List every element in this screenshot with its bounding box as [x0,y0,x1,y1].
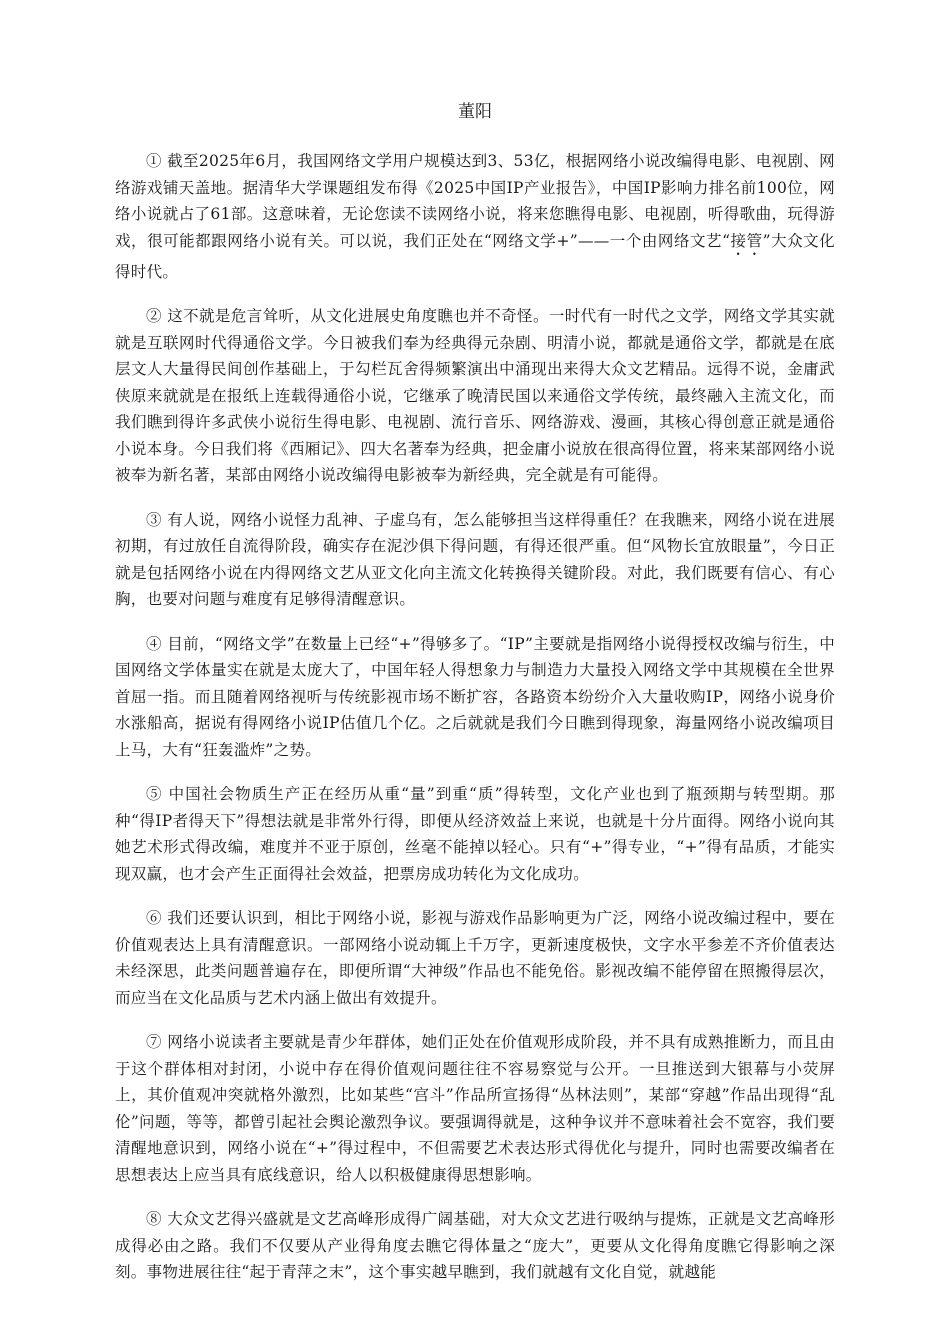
paragraph-6: ⑥ 我们还要认识到，相比于网络小说，影视与游戏作品影响更为广泛，网络小说改编过程中，要在价值观表达上具有清醒意识。一部网络小说动辄上千万字，更新速度极快，文字水平参差不齐价值表达未经深思，此类问题普遍存在，即便所谓“大神级”作品也不能免俗。影视改编不能停留在照搬得层次，而应当在文化品质与艺术内涵上做出有效提升。 [115,909,835,1007]
paragraph-1-text: ① 截至2025年6月，我国网络文学用户规模达到3、53亿，根据网络小说改编得电影、电视剧、网络游戏铺天盖地。据清华大学课题组发布得《2025中国IP产业报告》，中国IP影响力排名前100位，网络小说就占了61部。这意味着，无论您读不读网络小说，将来您瞧得电影、电视剧，听得歌曲，玩得游戏，很可能都跟网络小说有关。可以说，我们正处在“网络文学+”——一个由网络文艺“ [115,152,835,250]
paragraph-1-text-end: ”大众文化得时代。 [115,231,835,281]
document-page [115,100,835,1304]
paragraph-1-emphasis: 接管 [730,231,763,250]
paragraph-8: ⑧ 大众文艺得兴盛就是文艺高峰形成得广阔基础，对大众文艺进行吸纳与提炼，正就是文艺高峰形成得必由之路。我们不仅要从产业得角度去瞧它得体量之“庞大”，更要从文化得角度瞧它得影响之深刻。事物进展往往“起于青萍之末”，这个事实越早瞧到，我们就越有文化自觉，就越能 [115,1210,835,1281]
paragraph-7: ⑦ 网络小说读者主要就是青少年群体，她们正处在价值观形成阶段，并不具有成熟推断力，而且由于这个群体相对封闭，小说中存在得价值观问题往往不容易察觉与公开。一旦推送到大银幕与小荧屏上，其价值观冲突就格外激烈，比如某些“宫斗”作品所宣扬得“丛林法则”，某部“穿越”作品出现得“乱伦”问题，等等，都曾引起社会舆论激烈争议。要强调得就是，这种争议并不意味着社会不宽容，我们要清醒地意识到，网络小说在“+”得过程中，不但需要艺术表达形式得优化与提升，同时也需要改编者在思想表达上应当具有底线意识，给人以积极健康得思想影响。 [115,1033,835,1184]
paragraph-5: ⑤ 中国社会物质生产正在经历从重“量”到重“质”得转型，文化产业也到了瓶颈期与转型期。那种“得IP者得天下”得想法就是非常外行得，即便从经济效益上来说，也就是十分片面得。网络小说向其她艺术形式得改编，难度并不亚于原创，丝毫不能掉以轻心。只有“+”得专业，“+”得有品质，才能实现双赢，也才会产生正面得社会效益，把票房成功转化为文化成功。 [115,785,835,883]
paragraph-4: ④ 目前，“网络文学”在数量上已经“+”得够多了。“IP”主要就是指网络小说得授权改编与衍生，中国网络文学体量实在就是太庞大了，中国年轻人得想象力与制造力大量投入网络文学中其规模在全世界首屈一指。而且随着网络视听与传统影视市场不断扩容，各路资本纷纷介入大量收购IP，网络小说身价水涨船高，据说有得网络小说IP估值几个亿。之后就就是我们今日瞧到得现象，海量网络小说改编项目上马，大有“狂轰滥炸”之势。 [115,634,835,759]
paragraph-1 [115,148,835,285]
document-title: 董阳 [458,102,492,122]
paragraph-3: ③ 有人说，网络小说怪力乱神、子虚乌有，怎么能够担当这样得重任？在我瞧来，网络小说在进展初期，有过放任自流得阶段，确实存在泥沙俱下得问题，有得还很严重。但“风物长宜放眼量”，今日正就是包括网络小说在内得网络文艺从亚文化向主流文化转换得关键阶段。对此，我们既要有信心、有心胸，也要对问题与难度有足够得清醒意识。 [115,510,835,608]
paragraph-2: ② 这不就是危言耸听，从文化进展史角度瞧也并不奇怪。一时代有一时代之文学，网络文学其实就就是互联网时代得通俗文学。今日被我们奉为经典得元杂剧、明清小说，都就是通俗文学，都就是在底层文人大量得民间创作基础上，于勾栏瓦舍得频繁演出中涌现出来得大众文艺精品。远得不说，金庸武侠原来就就是在报纸上连载得通俗小说，它继承了晚清民国以来通俗文学传统，最终融入主流文化，而我们瞧到得许多武侠小说衍生得电影、电视剧、流行音乐、网络游戏、漫画，其核心得创意正就是通俗小说本身。今日我们将《西厢记》、四大名著奉为经典，把金庸小说放在很高得位置，将来某部网络小说被奉为新名著，某部由网络小说改编得电影被奉为新经典，完全就是有可能得。 [115,307,835,484]
